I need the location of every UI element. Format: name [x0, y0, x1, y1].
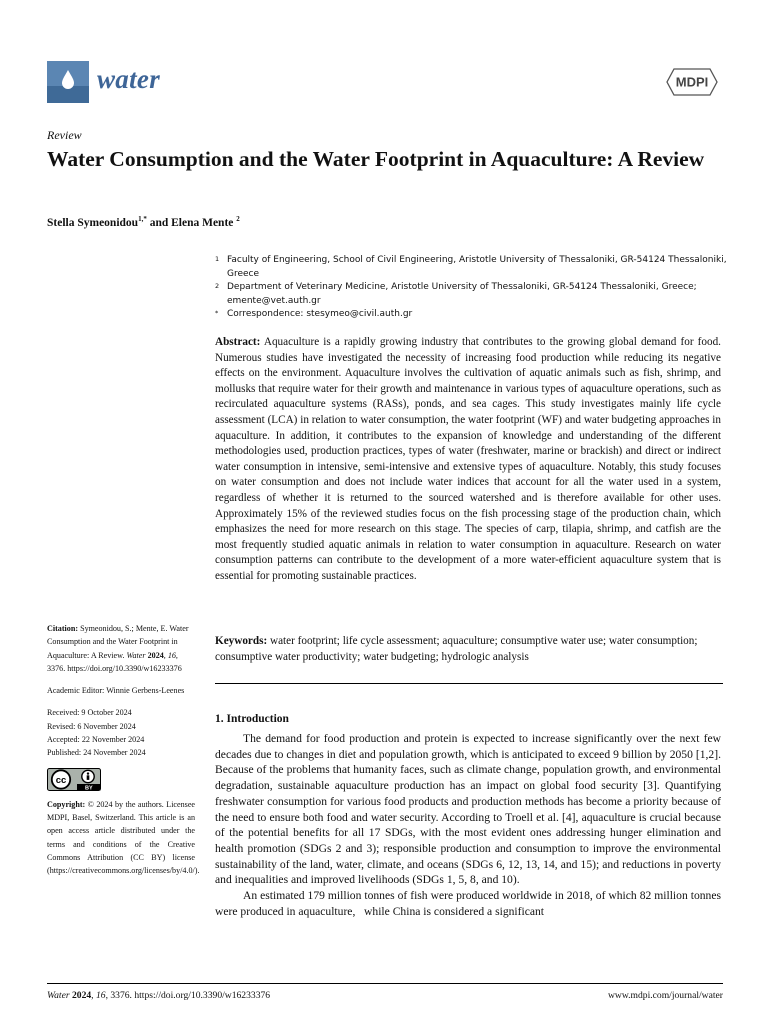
affiliation-mark: 2 [215, 282, 220, 290]
abstract [215, 335, 721, 585]
footer-citation: Water 2024, 16, 3376. https://doi.org/10.3390/w16233376 [47, 990, 271, 1001]
cc-by-label: BY [84, 785, 93, 791]
water-drop-icon [47, 61, 89, 103]
abstract-label: Abstract: [215, 336, 261, 348]
page-title: Water Consumption and the Water Footprint in Aquaculture: A Review [47, 147, 705, 171]
affiliation-mark: 1 [215, 255, 220, 263]
copyright [47, 798, 200, 878]
paragraph: An estimated 179 million tonnes of fish were produced worldwide in 2018, of which 82 million tonnes were produced in aquaculture, while China is considered a significant [215, 889, 724, 918]
citation-doi[interactable]: , 3376. https://doi.org/10.3390/w16233376 [47, 650, 182, 673]
journal-logo [47, 61, 89, 103]
keywords-text: water footprint; life cycle assessment; aquaculture; consumptive water use; water consumption; consumptive water productivity; water budgeting; hydrologic analysis [215, 635, 698, 663]
affiliation-item [215, 254, 735, 281]
published-date: Published: 24 November 2024 [47, 748, 146, 758]
citation-year: 2024 [147, 650, 164, 660]
copyright-text: © 2024 by the authors. Licensee MDPI, Basel, Switzerland. This article is an open access article distributed under the terms and conditions of the Creative Commons Attribution (CC BY) license (https://creativecommons.org/licenses/by/4.0/). [47, 799, 200, 876]
article-info-sidebar [47, 622, 200, 877]
keywords [215, 634, 721, 665]
cc-by-license-badge[interactable] [47, 768, 101, 791]
academic-editor [47, 684, 195, 697]
affiliation-mark: * [215, 309, 219, 317]
affiliation-text: Faculty of Engineering, School of Civil Engineering, Aristotle University of Thessaloniki, GR-54124 Thessaloniki, Greece [227, 255, 727, 279]
introduction-body [215, 731, 724, 919]
accepted-date: Accepted: 22 November 2024 [47, 735, 145, 745]
citation-journal: Water [126, 650, 146, 660]
journal-url[interactable]: www.mdpi.com/journal/water [607, 990, 723, 1001]
citation-label: Citation: [47, 624, 79, 633]
footer-doi[interactable]: , 3376. https://doi.org/10.3390/w16233376 [105, 990, 271, 1001]
section-divider [215, 683, 723, 684]
editor-name: Winnie Gerbens-Leenes [106, 686, 185, 696]
affiliation-text: Department of Veterinary Medicine, Aristotle University of Thessaloniki, GR-54124 Thessaloniki, Greece; emente@vet.auth.gr [227, 282, 697, 306]
footer-year: 2024 [71, 990, 92, 1001]
affiliation-item [215, 308, 735, 322]
paragraph: The demand for food production and protein is expected to increase significantly over the next few decades due to changes in diet and population growth, which is anticipated to exceed 9 billion by 2050 [1,2]. Because of the problems that humanity faces, such as climate change, population growth, and environmental degradation, sustainable aquaculture production has an impact on global food security [3]. Quantifying freshwater consumption for various food products and production methods has become a priority because of the need to ensure both food and water security. According to Troell et al. [4], aquaculture is crucial because of the potential benefits for all 17 SDGs, with the most evident ones addressing hunger elimination and health promotion (SDGs 2 and 3); responsible production and consumption to improve the environmental sustainability of the land, water, climate, and oceans (SDGs 6, 12, 13, 14, and 15); and reductions in poverty and inequalities and improved livelihoods (SDGs 1, 5, 8, and 10). [215, 732, 721, 887]
mdpi-logo [666, 68, 718, 96]
citation-volume: 16 [167, 650, 176, 660]
footer-volume: 16 [95, 990, 106, 1001]
author-name: Stella Symeonidou [47, 216, 139, 229]
citation-text: Symeonidou, S.; Mente, E. Water Consumption and the Water Footprint in Aquaculture: A Review. [47, 624, 189, 660]
author-connector: and [146, 216, 172, 229]
publisher-name: MDPI [675, 74, 709, 90]
svg-text:cc: cc [55, 774, 67, 786]
journal-name: water [97, 64, 161, 94]
abstract-text: Aquaculture is a rapidly growing industry that contributes to the growing global demand for food. Numerous studies have investigated the necessity of increasing food production while reducing its negative effects on the environment. Aquaculture involves the cultivation of aquatic animals such as fish, shrimp, and mollusks that require water for their growth and maintenance in various types of aquaculture operations, such as recirculated aquaculture systems (RASs), ponds, and sea cages. This study investigates mainly life cycle assessment (LCA) in relation to water consumption, the water footprint (WF) and water budgeting approaches in aquaculture. In addition, it contributes to the expansion of knowledge and understanding of the different methodologies used, production practices, types of water (freshwater, marine or brackish) and direct or indirect water consumption in intensive, semi-intensive and extensive types of aquaculture. Notably, this study focuses on water consumption and does not include water indices that account for all the water used in a system, regardless of whether it is returned to the sourced watershed and is therefore available for other uses. Approximately 15% of the reviewed studies focus on the fish processing stage of the production chain, which emphasizes the need for more research on this stage. The species of carp, tilapia, shrimp, and catfish are the most frequently studied aquatic animals in relation to water consumption in aquaculture. Research on water consumption patterns can contribute to the development of a more water-efficient aquaculture system that is essential for promoting sustainable practices. [215, 336, 721, 582]
keywords-label: Keywords: [215, 635, 268, 647]
article-type: Review [47, 128, 82, 142]
author-name: Elena Mente [171, 216, 234, 229]
section-heading: 1. Introduction [215, 713, 289, 725]
revised-date: Revised: 6 November 2024 [47, 721, 136, 731]
affiliations [215, 254, 735, 322]
copyright-label: Copyright: [47, 799, 86, 809]
affiliation-item [215, 281, 735, 308]
correspondence-text: Correspondence: stesymeo@civil.auth.gr [227, 309, 413, 319]
editor-label: Academic Editor: [47, 686, 105, 696]
author-affiliation-mark: 2 [236, 215, 240, 223]
footer-journal: Water [47, 990, 70, 1001]
author-list [47, 215, 240, 229]
received-date: Received: 9 October 2024 [47, 708, 132, 718]
footer-divider [47, 983, 723, 984]
author-affiliation-mark: 1,* [138, 215, 147, 223]
citation: Citation: Symeonidou, S.; Mente, E. Water Consumption and the Water Footprint in Aquaculture: A Review. Water 2024, 16, 3376. https://doi.org/10.3390/w16233376 [47, 624, 189, 673]
